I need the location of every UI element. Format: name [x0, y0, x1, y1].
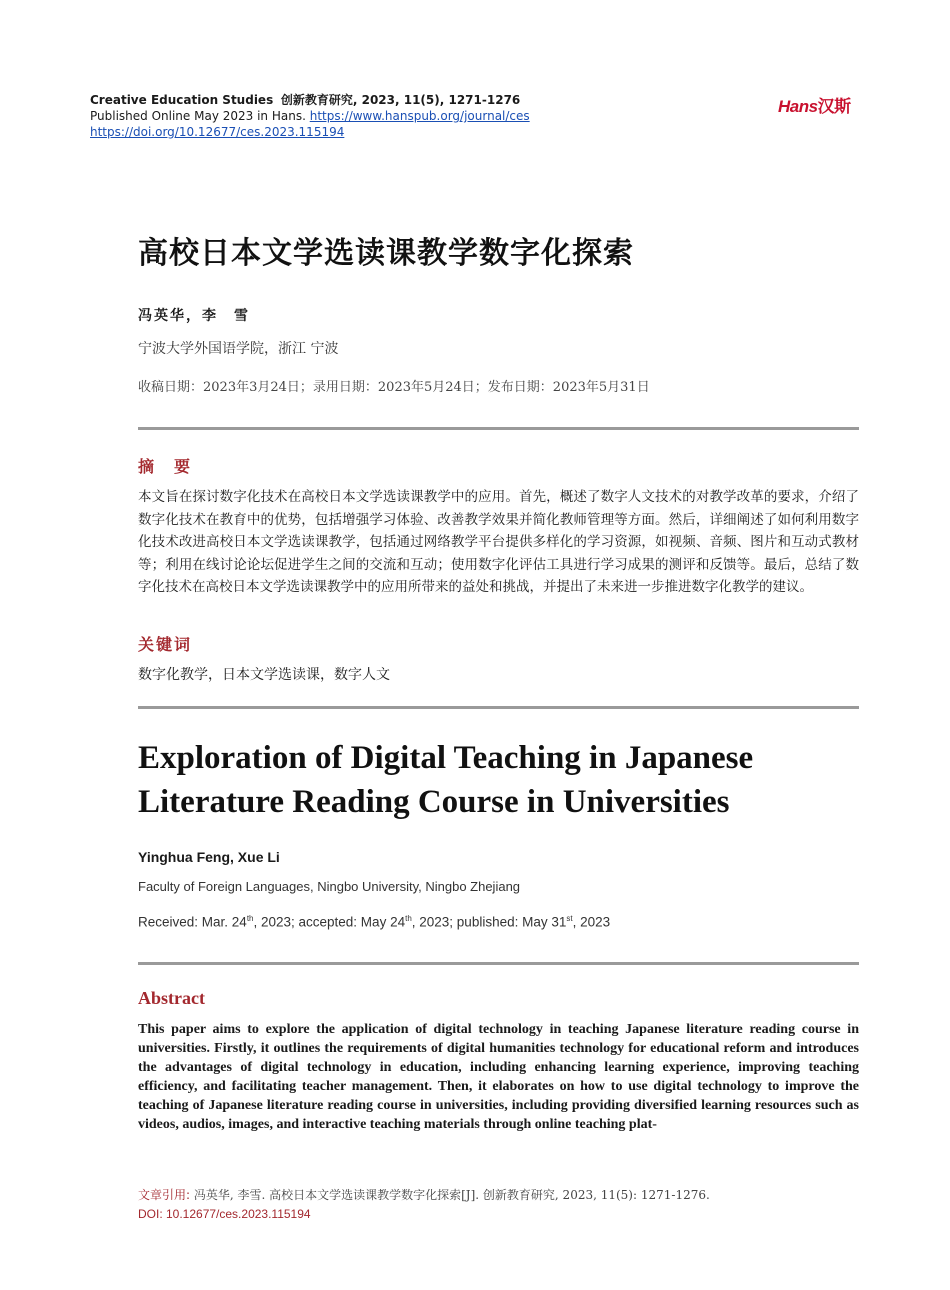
section-divider-2: [138, 706, 859, 709]
doi-url-link[interactable]: https://doi.org/10.12677/ces.2023.115194: [90, 125, 345, 139]
affiliation-en: Faculty of Foreign Languages, Ningbo University, Ningbo Zhejiang: [138, 879, 521, 894]
received-date: Received: Mar. 24: [138, 914, 247, 930]
published-line: [90, 108, 860, 124]
paper-title-en: Exploration of Digital Teaching in Japanese Literature Reading Course in Universities: [138, 740, 754, 820]
affiliation-cn: 宁波大学外国语学院，浙江 宁波: [138, 341, 339, 357]
section-divider-1: [138, 427, 859, 430]
abstract-en: This paper aims to explore the application of digital technology in teaching Japanese literature reading course in universities. Firstly, it outlines the requirements of digital humanities technology for educational reform and introduces the advantages of digital technology in education, including enhancing learning experience, improving teaching efficiency, and facilitating teacher management. Then, it elaborates on how to use digital technology to improve the teaching of Japanese literature reading course in universities, including providing diversified learning resources such as videos, audios, images, and interactive teaching materials through online teaching plat-: [138, 1022, 859, 1132]
doi-line: [90, 124, 860, 140]
keywords-cn: 数字化教学，日本文学选读课，数字人文: [138, 667, 390, 683]
logo-text-en: Hans: [778, 97, 818, 116]
journal-name-en: Creative Education Studies: [90, 93, 274, 107]
authors-cn: 冯英华，李 雪: [138, 308, 250, 324]
journal-header: [90, 92, 860, 140]
citation-doi[interactable]: DOI: 10.12677/ces.2023.115194: [138, 1207, 311, 1221]
keywords-heading-cn: 关键词: [138, 635, 193, 654]
abstract-heading-en: Abstract: [138, 988, 205, 1008]
journal-url-link[interactable]: https://www.hanspub.org/journal/ces: [309, 109, 530, 123]
citation-text: 冯英华, 李雪. 高校日本文学选读课教学数字化探索[J]. 创新教育研究, 2023, 11(5): 1271-1276.: [190, 1188, 710, 1202]
paper-title-cn: 高校日本文学选读课教学数字化探索: [138, 236, 634, 271]
abstract-heading-cn: 摘 要: [138, 457, 193, 476]
logo-text-cn: 汉斯: [817, 97, 851, 116]
journal-info-cn: 创新教育研究, 2023, 11(5), 1271-1276: [280, 93, 521, 107]
accepted-date: , 2023; accepted: May 24: [253, 914, 406, 930]
published-sup: st: [566, 914, 573, 923]
citation-block: [138, 1186, 710, 1224]
journal-line: [90, 92, 860, 108]
hans-logo: [778, 92, 851, 117]
accepted-sup: th: [405, 914, 412, 923]
received-sup: th: [246, 914, 254, 923]
citation-line: [138, 1186, 710, 1205]
dates-cn: 收稿日期：2023年3月24日；录用日期：2023年5月24日；发布日期：2023年5月31日: [138, 380, 650, 395]
citation-label: 文章引用:: [138, 1188, 191, 1202]
dates-en: [138, 914, 610, 930]
published-date: , 2023; published: May 31: [411, 914, 567, 930]
authors-en: Yinghua Feng, Xue Li: [138, 849, 280, 865]
section-divider-3: [138, 962, 859, 965]
year-end: , 2023: [572, 914, 611, 930]
published-prefix: Published Online May 2023 in Hans.: [90, 109, 306, 123]
abstract-cn: 本文旨在探讨数字化技术在高校日本文学选读课教学中的应用。首先，概述了数字人文技术的对教学改革的要求，介绍了数字化技术在教育中的优势，包括增强学习体验、改善教学效果并简化教师管理等方面。然后，详细阐述了如何利用数字化技术改进高校日本文学选读课教学，包括通过网络教学平台提供多样化的学习资源，如视频、音频、图片和互动式教材等；利用在线讨论论坛促进学生之间的交流和互动；使用数字化评估工具进行学习成果的测评和反馈等。最后，总结了数字化技术在高校日本文学选读课教学中的应用所带来的益处和挑战，并提出了未来进一步推进数字化教学的建议。: [138, 489, 859, 595]
